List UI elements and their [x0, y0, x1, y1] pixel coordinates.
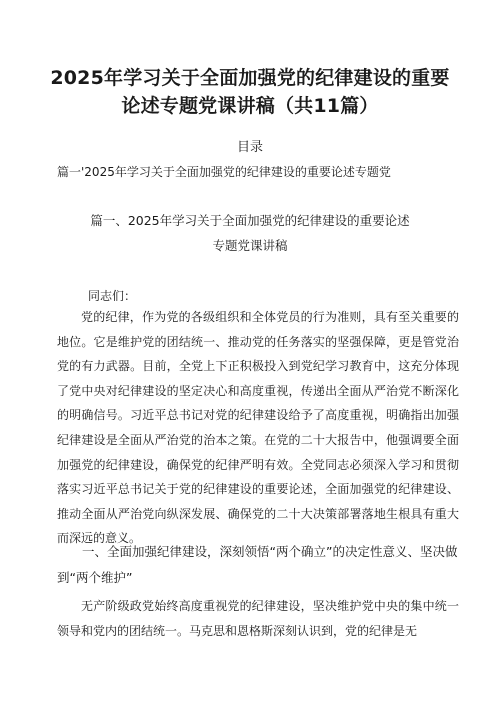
greeting: 同志们：: [88, 289, 137, 303]
paragraph-2: [57, 594, 459, 643]
toc-item[interactable]: 篇一'2025年学习关于全面加强党的纪律建设的重要论述专题党: [57, 165, 391, 179]
section-title-line-1: 篇一、2025年学习关于全面加强党的纪律建设的重要论述: [90, 213, 410, 228]
paragraph-2-text: 无产阶级政党始终高度重视党的纪律建设，坚决维护党中央的集中统一领导和党内的团结统一。马克思和恩格斯深刻认识到，党的纪律是无: [57, 599, 459, 638]
section-title-line-2: 专题党课讲稿: [212, 238, 288, 253]
paragraph-1: [57, 305, 459, 551]
document-title-line-1: 2025年学习关于全面加强党的纪律建设的重要: [50, 67, 450, 89]
heading-1-text: 一、全面加强纪律建设，深刻领悟“两个确立”的决定性意义、坚决做到“两个维护”: [57, 544, 458, 585]
document-title-line-2: 论述专题党课讲稿（共11篇）: [121, 95, 379, 117]
heading-1: [57, 539, 459, 591]
toc-heading: 目录: [236, 140, 263, 155]
paragraph-1-text: 党的纪律，作为党的各级组织和全体党员的行为准则，具有至关重要的地位。它是维护党的团结统一、推动党的任务落实的坚强保障，更是管党治党的有力武器。目前，全党上下正积极投入到党纪学习教育中，这充分体现了党中央对纪律建设的坚定决心和高度重视，传递出全面从严治党不断深化的明确信号。习近平总书记对党的纪律建设给予了高度重视，明确指出加强纪律建设是全面从严治党的治本之策。在党的二十大报告中，他强调要全面加强党的纪律建设，确保党的纪律严明有效。全党同志必须深入学习和贯彻落实习近平总书记关于党的纪律建设的重要论述，全面加强党的纪律建设、推动全面从严治党向纵深发展、确保党的二十大决策部署落地生根具有重大而深远的意义。: [57, 310, 459, 546]
